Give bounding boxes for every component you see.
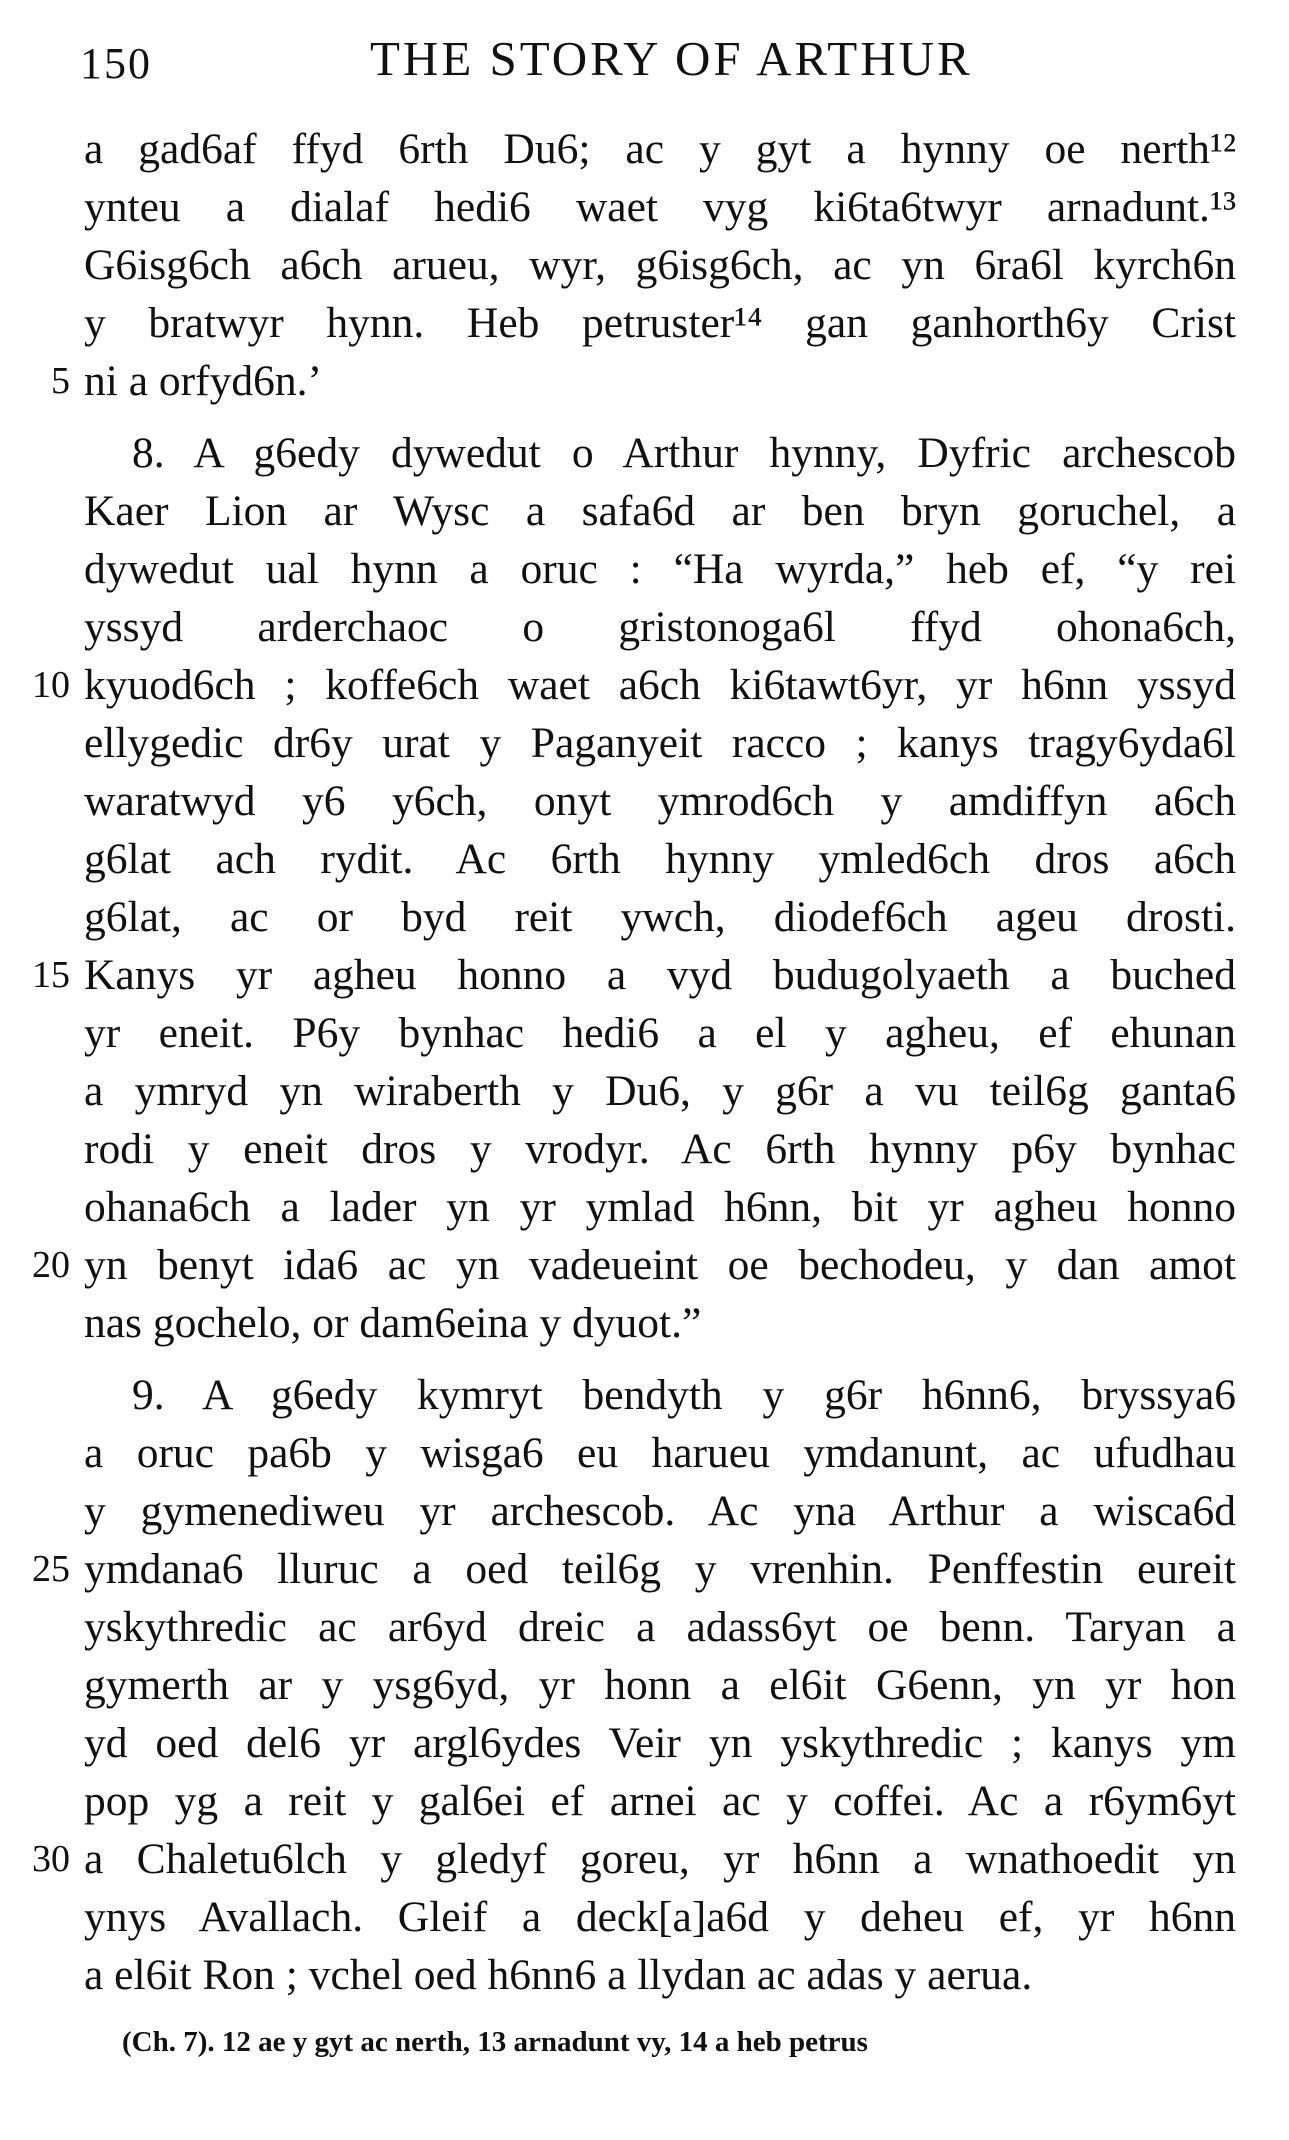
text-line: yn benyt ida6 ac yn vadeueint oe bechodeu, y dan amot 20 <box>84 1236 1236 1294</box>
text-line: ellygedic dr6y urat y Paganyeit racco ; kanys tragy6yda6l <box>84 719 1236 767</box>
text-line: ynys Avallach. Gleif a deck[a]a6d y deheu ef, yr h6nn <box>84 1893 1236 1941</box>
text-line: dywedut ual hynn a oruc : “Ha wyrda,” heb ef, “y rei <box>84 545 1236 593</box>
text-line: kyuod6ch ; koffe6ch waet a6ch ki6tawt6yr, yr h6nn yssyd 10 <box>84 656 1236 714</box>
text-line: 9. A g6edy kymryt bendyth y g6r h6nn6, bryssya6 <box>132 1371 1236 1419</box>
text-line: a oruc pa6b y wisga6 eu harueu ymdanunt, ac ufudhau <box>84 1429 1236 1477</box>
text-line: yr eneit. P6y bynhac hedi6 a el y agheu, ef ehunan <box>84 1009 1236 1057</box>
text-line: pop yg a reit y gal6ei ef arnei ac y coffei. Ac a r6ym6yt <box>84 1777 1236 1825</box>
text-line: nas gochelo, or dam6eina y dyuot.” <box>84 1299 702 1347</box>
text-line: ohana6ch a lader yn yr ymlad h6nn, bit yr agheu honno <box>84 1183 1236 1231</box>
text-line: g6lat, ac or byd reit ywch, diodef6ch ageu drosti. <box>84 893 1236 941</box>
text-line: yskythredic ac ar6yd dreic a adass6yt oe benn. Taryan a <box>84 1603 1236 1651</box>
text-line: yd oed del6 yr argl6ydes Veir yn yskythredic ; kanys ym <box>84 1719 1236 1767</box>
line-number: 5 <box>51 360 70 402</box>
running-title: THE STORY OF ARTHUR <box>370 31 973 86</box>
text-line: waratwyd y6 y6ch, onyt ymrod6ch y amdiffyn a6ch <box>84 777 1236 825</box>
paragraph <box>32 1366 1236 2004</box>
text-line: y gymenediweu yr archescob. Ac yna Arthur a wisca6d <box>84 1487 1236 1535</box>
text-line: a gad6af ffyd 6rth Du6; ac y gyt a hynny oe nerth¹² <box>84 125 1236 173</box>
text-line: G6isg6ch a6ch arueu, wyr, g6isg6ch, ac yn 6ra6l kyrch6n <box>84 241 1236 289</box>
line-number: 15 <box>32 954 70 996</box>
page-number: 150 <box>80 39 152 88</box>
text-line: g6lat ach rydit. Ac 6rth hynny ymled6ch dros a6ch <box>84 835 1236 883</box>
running-header <box>40 30 1260 120</box>
text-line: ymdana6 lluruc a oed teil6g y vrenhin. Penffestin eureit 25 <box>84 1540 1236 1598</box>
text-line: a el6it Ron ; vchel oed h6nn6 a llydan ac adas y aerua. <box>84 1951 1033 1999</box>
text-line: ni a orfyd6n.’ 5 <box>84 352 1236 410</box>
paragraph <box>51 120 1236 410</box>
footnote: (Ch. 7). 12 ae y gyt ac nerth, 13 arnadunt vy, 14 a heb petrus <box>122 2026 868 2058</box>
text-line: ynteu a dialaf hedi6 waet vyg ki6ta6twyr arnadunt.¹³ <box>84 183 1236 231</box>
body-text <box>32 120 1236 2004</box>
line-number: 25 <box>32 1548 70 1590</box>
text-line: 8. A g6edy dywedut o Arthur hynny, Dyfric archescob <box>132 429 1236 477</box>
text-line: a Chaletu6lch y gledyf goreu, yr h6nn a wnathoedit yn 30 <box>84 1830 1236 1888</box>
text-line: a ymryd yn wiraberth y Du6, y g6r a vu teil6g ganta6 <box>84 1067 1236 1115</box>
text-line: Kaer Lion ar Wysc a safa6d ar ben bryn goruchel, a <box>84 487 1236 535</box>
text-line: yssyd arderchaoc o gristonoga6l ffyd ohona6ch, <box>84 603 1236 651</box>
paragraph <box>32 424 1236 1352</box>
text-line: gymerth ar y ysg6yd, yr honn a el6it G6enn, yn yr hon <box>84 1661 1236 1709</box>
line-number: 20 <box>32 1244 70 1286</box>
paragraph-gap <box>84 1352 1236 1366</box>
text-line: rodi y eneit dros y vrodyr. Ac 6rth hynny p6y bynhac <box>84 1125 1236 1173</box>
paragraph-gap <box>84 410 1236 424</box>
text-line: y bratwyr hynn. Heb petruster¹⁴ gan ganhorth6y Crist <box>84 299 1236 347</box>
line-number: 30 <box>32 1838 70 1880</box>
text-line: Kanys yr agheu honno a vyd budugolyaeth a buched 15 <box>84 946 1236 1004</box>
line-number: 10 <box>32 664 70 706</box>
